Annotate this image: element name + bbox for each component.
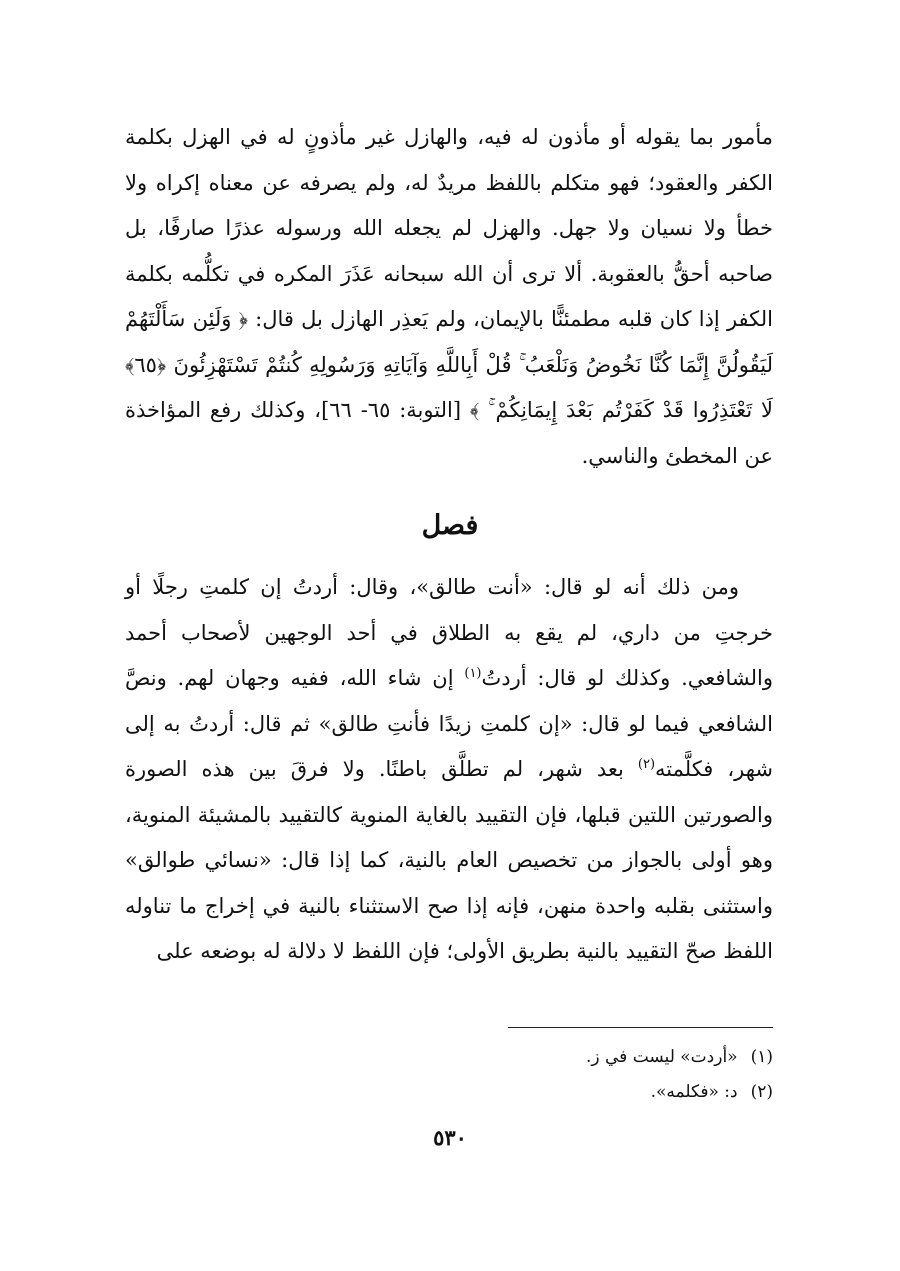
paragraph-2 — [125, 565, 773, 975]
footnote-separator — [508, 1027, 773, 1028]
footnote-2 — [125, 1075, 773, 1110]
main-text-section-1 — [125, 115, 773, 479]
footnote-text: د: «فكلمه». — [650, 1082, 738, 1102]
quran-citation: [التوبة: ٦٥- ٦٦] — [321, 398, 462, 422]
paragraph-1-text: مأمور بما يقوله أو مأذون له فيه، والهازل غير مأذونٍ له في الهزل بكلمة الكفر والعقود؛ فهو متكلم باللفظ مريدٌ له، ولم يصرفه عن معناه إكراه ولا خطأ ولا نسيان ولا جهل. والهزل لم يجعله الله ورسوله عذرًا صارفًا، بل صاحبه أحقُّ بالعقوبة. ألا ترى أن الله سبحانه عَذَرَ المكره في تكلُّمه بكلمة الكفر إذا كان قلبه مطمئنًّا بالإيمان، ولم يَعذِر الهازل بل قال: — [125, 125, 773, 331]
footnote-ref-1[interactable]: (١) — [464, 666, 482, 681]
footnotes — [125, 1040, 773, 1110]
paragraph-1 — [125, 115, 773, 479]
footnote-ref-2[interactable]: (٢) — [637, 757, 656, 772]
paragraph-2-part-1: ومن ذلك أنه لو قال: «أنت طالق»، وقال: أردتُ إن كلمتِ رجلًا أو خرجتِ من داري، لم يقع به الطلاق في أحد الوجهين لأصحاب أحمد والشافعي. وكذلك لو قال: أردتُ — [125, 575, 773, 690]
section-heading: فصل — [421, 510, 479, 541]
main-text-section-2 — [125, 565, 773, 975]
page-number: ٥٣٠ — [433, 1125, 467, 1150]
footnote-1 — [125, 1040, 773, 1075]
paragraph-2-part-3: بعد شهر، لم تطلَّق باطنًا. ولا فرقَ بين هذه الصورة والصورتين اللتين قبلها، فإن التقييد بالغاية المنوية كالتقييد بالمشيئة المنوية، وهو أولى بالجواز من تخصيص العام بالنية، كما إذا قال: «نسائي طوالق» واستثنى بقلبه واحدة منهن، فإنه إذا صح الاستثناء بالنية في إخراج ما تناوله اللفظ صحّ التقييد بالنية بطريق الأولى؛ فإن اللفظ لا دلالة له بوضعه على — [125, 757, 773, 963]
paragraph-2-part-2: إن شاء الله، ففيه وجهان لهم. ونصَّ الشافعي فيما لو قال: «إن كلمتِ زيدًا فأنتِ طالق» ثم قال: أردتُ به إلى شهر، فكلَّمته — [125, 666, 773, 781]
footnote-number: (١) — [750, 1047, 773, 1067]
footnote-text: «أردت» ليست في ز. — [585, 1047, 738, 1067]
footnote-number: (٢) — [750, 1082, 773, 1102]
quran-verse: ﴿ وَلَئِن سَأَلْتَهُمْ لَيَقُولُنَّ إِنَّمَا كُنَّا نَخُوضُ وَنَلْعَبُ ۚ قُلْ أَبِاللَّهِ وَآيَاتِهِ وَرَسُولِهِ كُنتُمْ تَسْتَهْزِئُونَ ﴿٦٥﴾ لَا تَعْتَذِرُوا قَدْ كَفَرْتُم بَعْدَ إِيمَانِكُمْ ۚ ﴾ — [125, 307, 774, 422]
paragraph-1-tail: ، وكذلك رفع المؤاخذة عن المخطئ والناسي. — [125, 398, 773, 468]
